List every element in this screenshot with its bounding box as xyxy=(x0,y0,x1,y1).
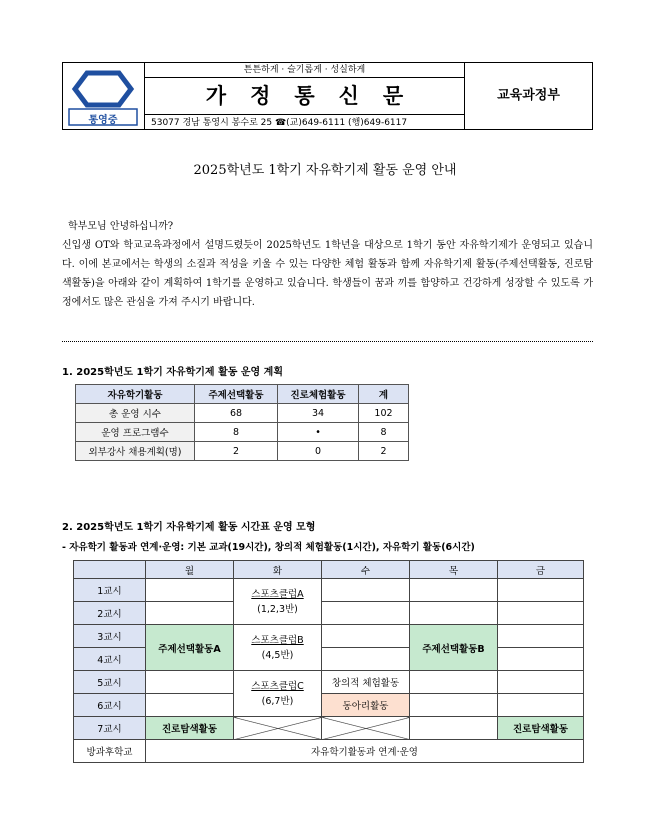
career-activity-mon: 진로탐색활동 xyxy=(146,717,234,740)
sport-club-c-classes: (6,7반) xyxy=(261,695,294,707)
table-cell xyxy=(498,648,584,671)
table-row xyxy=(74,671,584,694)
table-cell: • xyxy=(278,423,359,442)
day-header: 수 xyxy=(322,561,410,579)
period-label: 4교시 xyxy=(74,648,146,671)
topic-activity-a: 주제선택활동A xyxy=(146,625,234,671)
period-label: 6교시 xyxy=(74,694,146,717)
school-motto: 튼튼하게 · 슬기롭게 · 성실하게 xyxy=(145,63,464,78)
plan-table xyxy=(75,384,409,461)
club-activity: 동아리활동 xyxy=(322,694,410,717)
school-logo xyxy=(63,63,145,129)
sport-club-a-label: 스포츠클럽A xyxy=(251,588,304,600)
table-cell xyxy=(322,579,410,602)
table-cell: 8 xyxy=(359,423,409,442)
table-cell xyxy=(146,694,234,717)
period-label: 7교시 xyxy=(74,717,146,740)
header-center xyxy=(145,63,465,129)
intro-text xyxy=(62,217,593,312)
timetable-header-row xyxy=(74,561,584,579)
table-cell: 34 xyxy=(278,404,359,423)
sport-club-b xyxy=(234,625,322,671)
newsletter-header xyxy=(62,62,593,130)
timetable xyxy=(73,560,584,763)
table-row xyxy=(74,602,584,625)
sport-club-b-classes: (4,5반) xyxy=(261,649,294,661)
department-name: 교육과정부 xyxy=(497,88,560,103)
table-cell xyxy=(146,579,234,602)
creative-activity: 창의적 체험활동 xyxy=(322,671,410,694)
table-row xyxy=(74,717,584,740)
section1-title: 1. 2025학년도 1학기 자유학기제 활동 운영 계획 xyxy=(62,367,283,378)
day-header: 월 xyxy=(146,561,234,579)
table-cell: 2 xyxy=(359,442,409,461)
day-header: 목 xyxy=(410,561,498,579)
table-header: 자유학기활동 xyxy=(76,385,195,404)
table-cell xyxy=(498,625,584,648)
table-cell xyxy=(410,602,498,625)
table-cell: 총 운영 시수 xyxy=(76,404,195,423)
greeting: 학부모님 안녕하십니까? xyxy=(68,221,174,232)
table-cell: 8 xyxy=(195,423,278,442)
table-cell xyxy=(322,648,410,671)
table-cell xyxy=(498,602,584,625)
table-row xyxy=(76,404,409,423)
table-header: 진로체험활동 xyxy=(278,385,359,404)
period-label: 5교시 xyxy=(74,671,146,694)
corner-cell xyxy=(74,561,146,579)
day-header: 금 xyxy=(498,561,584,579)
day-header: 화 xyxy=(234,561,322,579)
empty-crossed-cell xyxy=(234,717,322,740)
intro-body: 신입생 OT와 학교교육과정에서 설명드렸듯이 2025학년도 1학년을 대상으로 1학기 동안 자유학기제가 운영되고 있습니다. 이에 본교에서는 학생의 소질과 적성을 키울 수 있는 다양한 체험 활동과 함께 자유학기제 활동(주제선택활동, 진로탐색활동)을 아래와 같이 계획하여 1학기를 운영하고 있습니다. 학생들이 꿈과 끼를 함양하고 건강하게 성장할 수 있도록 가정에서도 많은 관심을 가져 주시기 바랍니다. xyxy=(62,240,593,308)
table-cell xyxy=(498,694,584,717)
table-cell xyxy=(322,625,410,648)
empty-crossed-cell xyxy=(322,717,410,740)
table-cell xyxy=(410,671,498,694)
table-header: 주제선택활동 xyxy=(195,385,278,404)
sport-club-c-label: 스포츠클럽C xyxy=(251,680,304,692)
table-row xyxy=(74,740,584,763)
period-label: 2교시 xyxy=(74,602,146,625)
table-cell xyxy=(410,694,498,717)
table-cell xyxy=(146,602,234,625)
period-label: 3교시 xyxy=(74,625,146,648)
sport-club-a xyxy=(234,579,322,625)
table-cell xyxy=(498,579,584,602)
sport-club-c xyxy=(234,671,322,717)
table-row xyxy=(74,579,584,602)
table-cell: 68 xyxy=(195,404,278,423)
table-cell xyxy=(146,671,234,694)
table-row xyxy=(76,442,409,461)
section2-title: 2. 2025학년도 1학기 자유학기제 활동 시간표 운영 모형 xyxy=(62,522,316,533)
table-cell: 외부강사 채용계획(명) xyxy=(76,442,195,461)
table-header-row xyxy=(76,385,409,404)
table-cell xyxy=(498,671,584,694)
divider xyxy=(62,341,593,342)
after-school-content: 자유학기활동과 연계·운영 xyxy=(146,740,584,763)
school-address: 53077 경남 통영시 봉수로 25 ☎(교)649-6111 (행)649-6117 xyxy=(151,118,408,128)
period-label: 1교시 xyxy=(74,579,146,602)
table-row xyxy=(74,694,584,717)
career-activity-fri: 진로탐색활동 xyxy=(498,717,584,740)
table-row xyxy=(74,625,584,648)
newsletter-title: 가정통신문 xyxy=(145,78,464,115)
topic-activity-b: 주제선택활동B xyxy=(410,625,498,671)
table-cell: 0 xyxy=(278,442,359,461)
table-row xyxy=(76,423,409,442)
table-cell: 운영 프로그램수 xyxy=(76,423,195,442)
table-cell: 102 xyxy=(359,404,409,423)
after-school-label: 방과후학교 xyxy=(74,740,146,763)
table-cell: 2 xyxy=(195,442,278,461)
logo-text: 통영중 xyxy=(88,115,118,126)
sport-club-b-label: 스포츠클럽B xyxy=(251,634,304,646)
table-header: 계 xyxy=(359,385,409,404)
document-title: 2025학년도 1학기 자유학기제 활동 운영 안내 xyxy=(193,163,457,178)
table-cell xyxy=(410,717,498,740)
table-cell xyxy=(322,602,410,625)
table-cell xyxy=(410,579,498,602)
sport-club-a-classes: (1,2,3반) xyxy=(257,603,298,615)
section2-subtitle: - 자유학기 활동과 연계·운영: 기본 교과(19시간), 창의적 체험활동(1시간), 자유학기 활동(6시간) xyxy=(62,542,475,553)
